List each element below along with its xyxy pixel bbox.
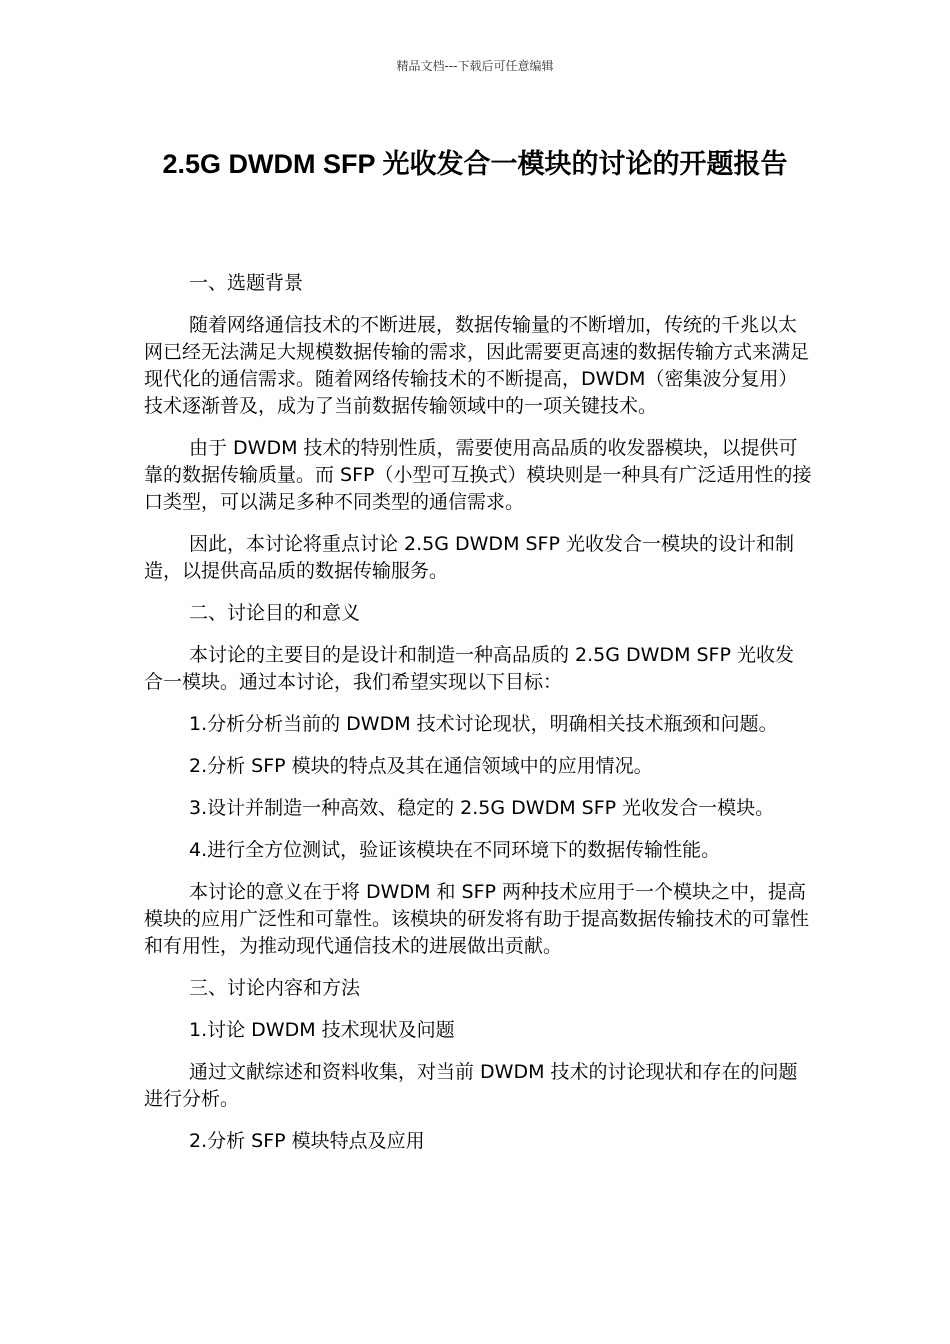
paragraph: 通过文献综述和资料收集，对当前 DWDM 技术的讨论现状和存在的问题进行分析。 [144, 1061, 798, 1110]
list-item: 1.分析分析当前的 DWDM 技术讨论现状，明确相关技术瓶颈和问题。 [189, 713, 778, 735]
section-heading: 二、讨论目的和意义 [189, 602, 361, 624]
subsection-heading: 1.讨论 DWDM 技术现状及问题 [189, 1019, 455, 1041]
paragraph: 随着网络通信技术的不断进展，数据传输量的不断增加，传统的千兆以太网已经无法满足大规模数据传输的需求，因此需要更高速的数据传输方式来满足现代化的通信需求。随着网络传输技术的不断提高，DWDM（密集波分复用）技术逐渐普及，成为了当前数据传输领域中的一项关键技术。 [144, 314, 810, 417]
section-heading: 一、选题背景 [189, 272, 304, 294]
list-item: 2.分析 SFP 模块的特点及其在通信领域中的应用情况。 [189, 755, 653, 777]
document-title: 2.5G DWDM SFP 光收发合一模块的讨论的开题报告 [162, 149, 788, 179]
paragraph: 本讨论的意义在于将 DWDM 和 SFP 两种技术应用于一个模块之中，提高模块的应用广泛性和可靠性。该模块的研发将有助于提高数据传输技术的可靠性和有用性，为推动现代通信技术的进展做出贡献。 [144, 881, 810, 957]
paragraph: 因此，本讨论将重点讨论 2.5G DWDM SFP 光收发合一模块的设计和制造，以提供高品质的数据传输服务。 [144, 533, 794, 582]
document-body [144, 270, 812, 1155]
subsection-heading: 2.分析 SFP 模块特点及应用 [189, 1130, 425, 1152]
page-header: 精品文档---下载后可任意编辑 [396, 59, 554, 73]
section-heading: 三、讨论内容和方法 [189, 977, 361, 999]
list-item: 4.进行全方位测试，验证该模块在不同环境下的数据传输性能。 [189, 839, 721, 861]
paragraph: 本讨论的主要目的是设计和制造一种高品质的 2.5G DWDM SFP 光收发合一模块。通过本讨论，我们希望实现以下目标： [144, 644, 794, 693]
paragraph: 由于 DWDM 技术的特别性质，需要使用高品质的收发器模块，以提供可靠的数据传输质量。而 SFP（小型可互换式）模块则是一种具有广泛适用性的接口类型，可以满足多种不同类型的通信需求。 [144, 437, 812, 513]
list-item: 3.设计并制造一种高效、稳定的 2.5G DWDM SFP 光收发合一模块。 [189, 797, 775, 819]
